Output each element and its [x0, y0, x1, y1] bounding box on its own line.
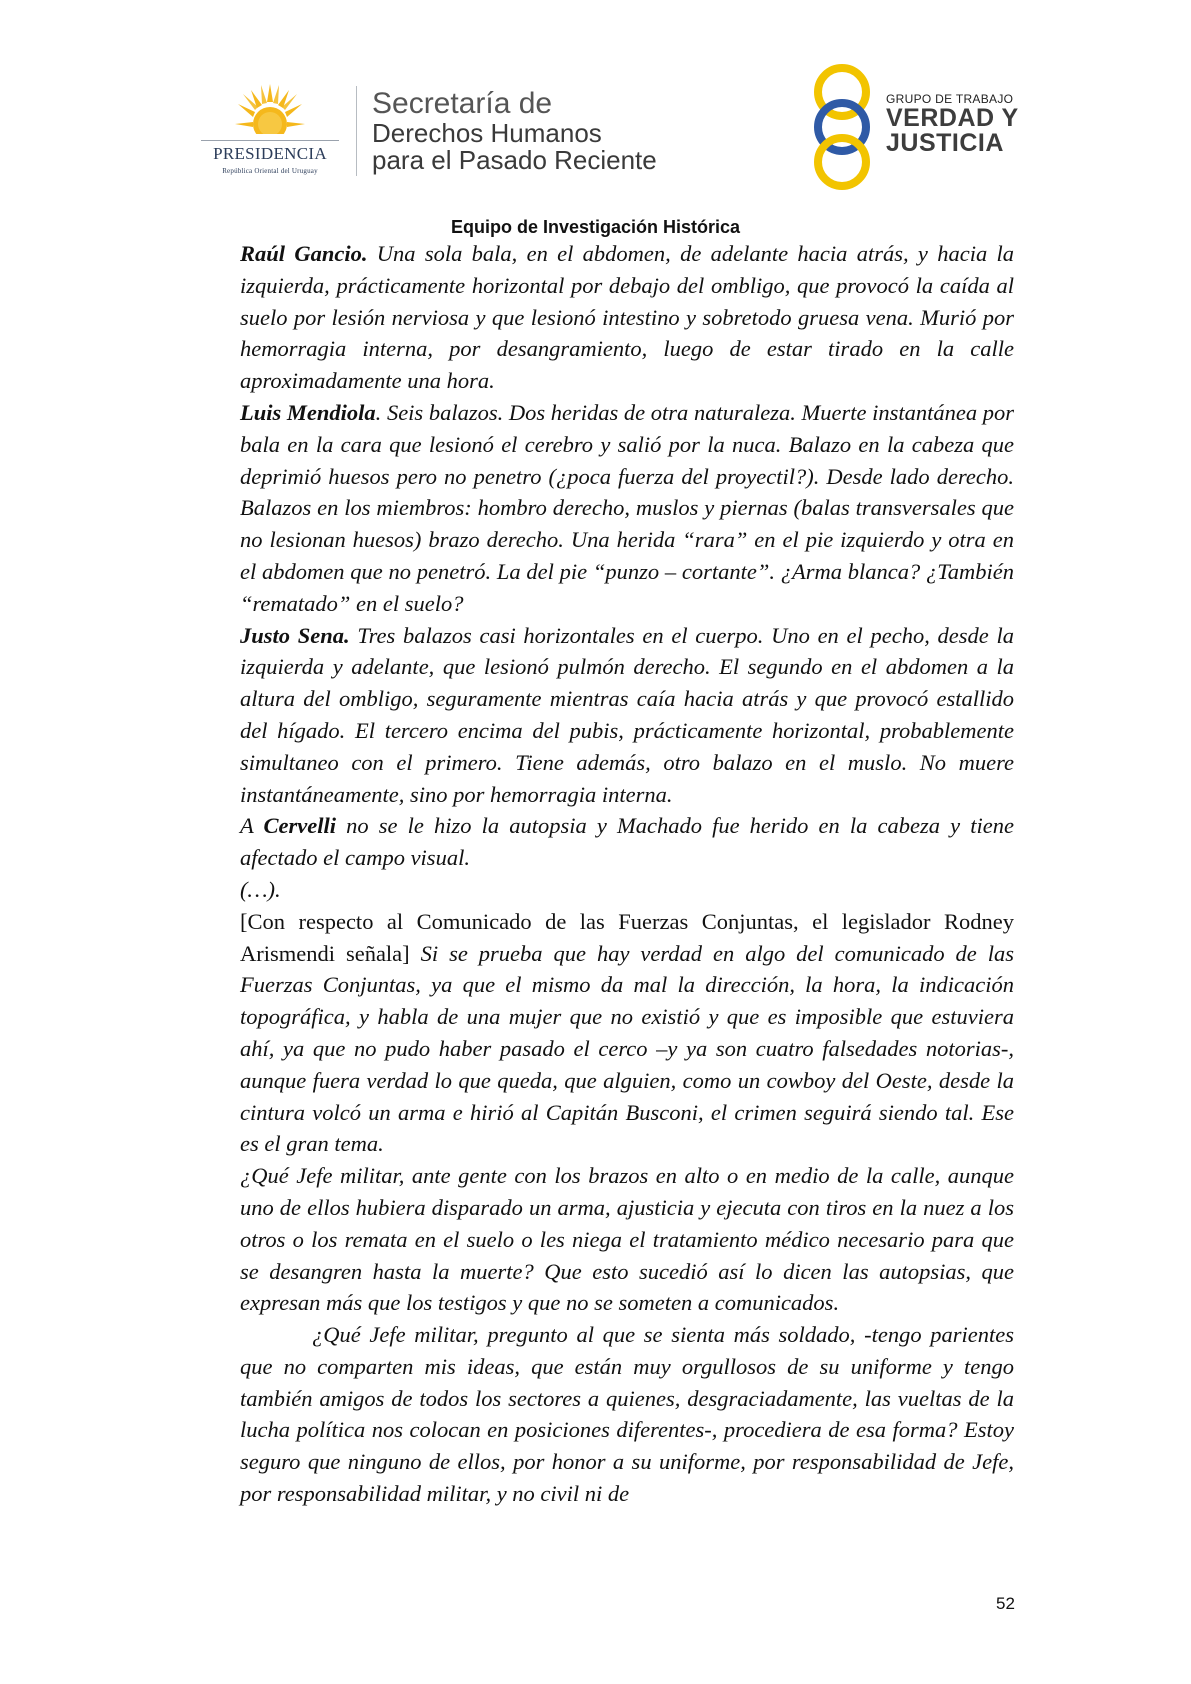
paragraph-sena: [240, 620, 1014, 811]
paragraph-text: Si se prueba que hay verdad en algo del comunicado de las Fuerzas Conjuntas, ya que el mismo da mal la dirección, la hora, la indicación topográfica, y habla de una mujer que no existió y que es imposible que estuviera ahí, ya que no pudo haber pasado el cerco –y ya son cuatro falsedades notorias-, aunque fuera verdad lo que queda, que alguien, como un cowboy del Oeste, desde la cintura volcó un arma e hirió al Capitán Busconi, el crimen seguirá siendo tal. Ese es el gran tema.: [240, 940, 1015, 1157]
paragraph-text: . Seis balazos. Dos heridas de otra naturaleza. Muerte instantánea por bala en la cara que lesionó el cerebro y salió por la nuca. Balazo en la cabeza que deprimió huesos pero no penetro (¿poca fuerza del proyectil?). Desde lado derecho. Balazos en los miembros: hombro derecho, muslos y piernas (balas transversales que no lesionan huesos) brazo derecho. Una herida “rara” en el pie izquierdo y otra en el abdomen que no penetró. La del pie “punzo – cortante”. ¿Arma blanca? ¿También “rematado” en el suelo?: [240, 399, 1014, 616]
paragraph-question-2: ¿Qué Jefe militar, pregunto al que se sienta más soldado, -tengo parientes que no comparten mis ideas, que están muy orgullosos de su uniforme y tengo también amigos de todos los sectores a quienes, desgraciadamente, las vueltas de la lucha política nos colocan en posiciones diferentes-, procediera de esa forma? Estoy seguro que ninguno de ellos, por honor a su uniforme, por responsabilidad de Jefe, por responsabilidad militar, y no civil ni de: [240, 1322, 1014, 1507]
logo-rule: [201, 140, 339, 141]
presidencia-name: PRESIDENCIA: [213, 144, 327, 163]
paragraph-text: Una sola bala, en el abdomen, de adelante hacia atrás, y hacia la izquierda, prácticamente horizontal por debajo del ombligo, que provocó la caída al suelo por lesión nerviosa y que lesionó intestino y sobretodo gruesa vena. Murió por hemorragia interna, por desangramiento, luego de estar tirado en la calle aproximadamente una hora.: [240, 241, 1015, 394]
header-divider: [356, 86, 357, 176]
secretaria-line-3: para el Pasado Reciente: [372, 145, 657, 175]
secretaria-line-2: Derechos Humanos: [372, 118, 602, 148]
person-name: Cervelli: [263, 813, 336, 839]
linked-rings-icon: [806, 62, 886, 192]
person-name: Raúl Gancio.: [240, 241, 368, 266]
paragraph-prefix: A: [240, 813, 264, 839]
presidencia-subtitle: República Oriental del Uruguay: [222, 167, 318, 175]
paragraph-cervelli: [240, 810, 1014, 874]
paragraph-text: Tres balazos casi horizontales en el cuerpo. Uno en el pecho, desde la izquierda y adelante, que lesionó pulmón derecho. El segundo en el abdomen a la altura del ombligo, seguramente mientras caía hacia atrás y que provocó estallido del hígado. El tercero encima del pubis, prácticamente horizontal, probablemente simultaneo con el primero. Tiene además, otro balazo en el muslo. No muere instantáneamente, sino por hemorragia interna.: [240, 622, 1014, 807]
paragraph-gancio: [240, 238, 1014, 397]
secretaria-logo: [372, 88, 657, 174]
document-body: [240, 238, 1014, 1510]
secretaria-line-1: Secretaría de: [372, 87, 553, 120]
group-title-line-2: JUSTICIA: [886, 129, 1004, 157]
page-header: [0, 0, 1191, 215]
paragraph-mendiola: [240, 397, 1014, 620]
person-name: Justo Sena.: [240, 622, 350, 648]
group-title: [886, 106, 1019, 156]
group-title-line-1: VERDAD Y: [886, 104, 1019, 132]
sun-icon: [235, 82, 305, 140]
presidencia-logo: [195, 82, 345, 182]
page-number: 52: [996, 1594, 1015, 1613]
paragraph-question-1: ¿Qué Jefe militar, ante gente con los brazos en alto o en medio de la calle, aunque uno de ellos hubiera disparado un arma, ajusticia y ejecuta con tiros en la nuez a los otros o los remata en el suelo o les niega el tratamiento médico necesario para que se desangren hasta la muerte? Que esto sucedió así lo dicen las autopsias, que expresan más que los testigos y que no se someten a comunicados.: [240, 1163, 1014, 1316]
editorial-note: [Con respecto al Comunicado de las Fuerzas Conjuntas, el legislador Rodney Arismendi señala]: [240, 908, 1014, 966]
paragraph-text: no se le hizo la autopsia y Machado fue herido en la cabeza y tiene afectado el campo visual.: [240, 813, 1014, 871]
person-name: Luis Mendiola: [240, 399, 376, 425]
verdad-justicia-logo: [806, 62, 1026, 192]
team-title: Equipo de Investigación Histórica: [450, 217, 741, 237]
paragraph-arismendi: [240, 906, 1014, 1160]
group-subtitle: GRUPO DE TRABAJO: [886, 92, 1014, 106]
paragraph-ellipsis: (…).: [240, 876, 281, 902]
